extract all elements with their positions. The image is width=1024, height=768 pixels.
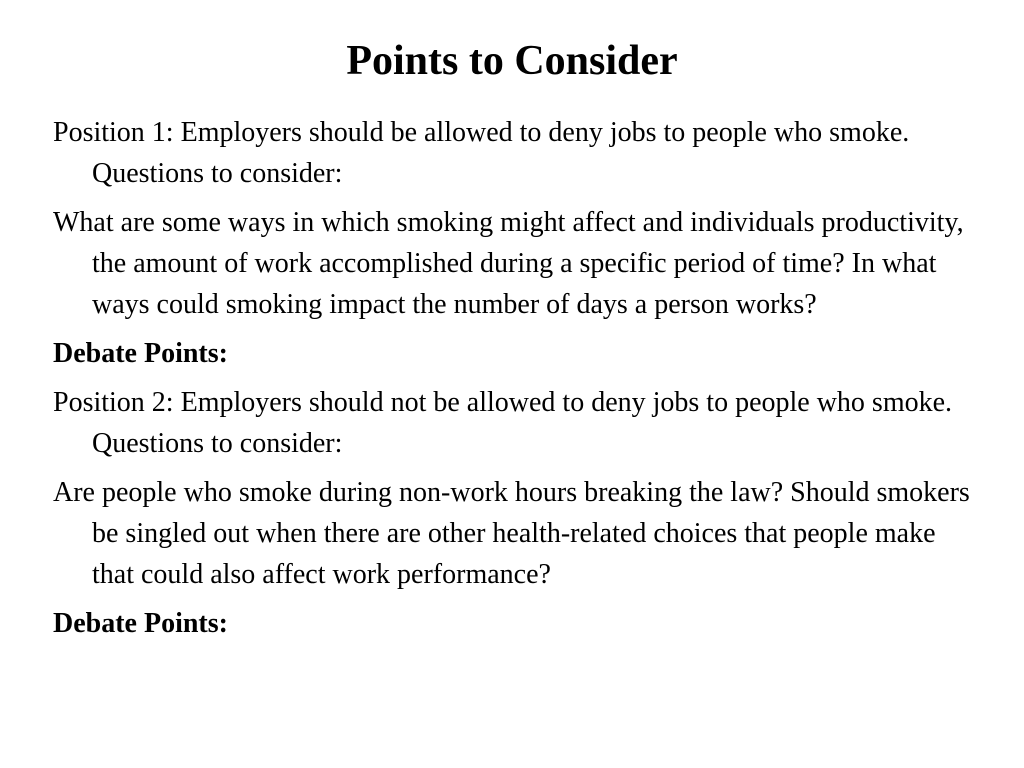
position-1-paragraph: Position 1: Employers should be allowed to deny jobs to people who smoke. Questions to consider:	[53, 117, 910, 189]
slide-title: Points to Consider	[346, 38, 678, 84]
debate-points-heading-2: Debate Points:	[53, 608, 228, 639]
position-2-questions-paragraph: Are people who smoke during non-work hours breaking the law? Should smokers be singled out when there are other health-related choices that people make that could also affect work performance?	[53, 477, 970, 590]
debate-points-heading-1: Debate Points:	[53, 338, 228, 369]
position-1-questions-paragraph: What are some ways in which smoking might affect and individuals productivity, the amount of work accomplished during a specific period of time? In what ways could smoking impact the number of days a person works?	[53, 207, 964, 320]
position-2-paragraph: Position 2: Employers should not be allowed to deny jobs to people who smoke. Questions to consider:	[53, 387, 953, 459]
slide-body	[53, 112, 983, 652]
